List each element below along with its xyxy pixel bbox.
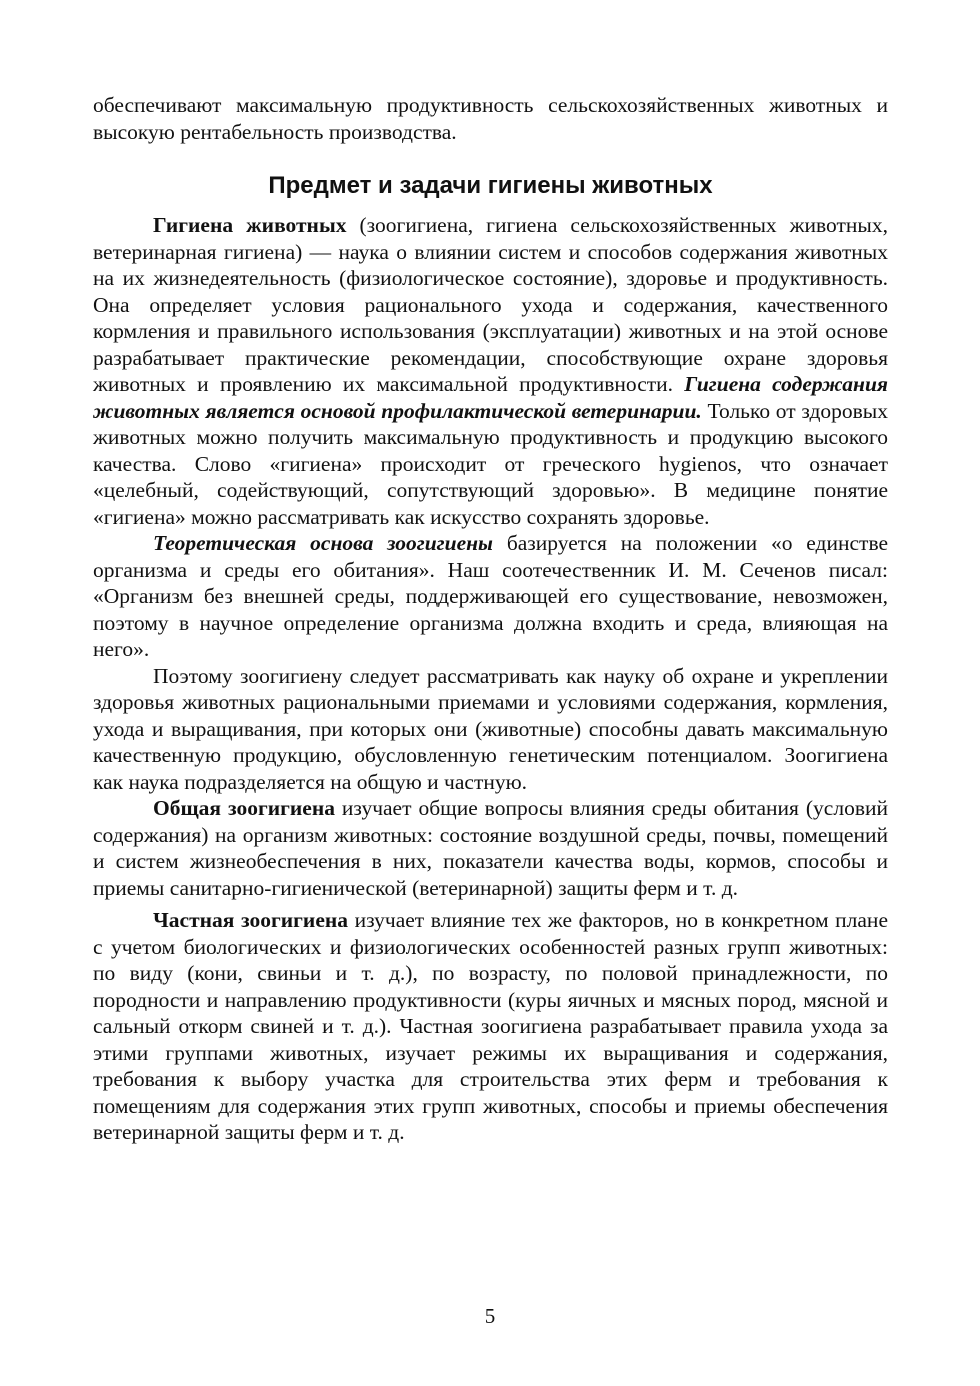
paragraph-general-zoohygiene <box>93 795 888 901</box>
paragraph-hygiene-definition <box>93 212 888 530</box>
paragraph-text: изучает влияние тех же факторов, но в конкретном плане с учетом биологических и физиологических особенностей разных групп животных: по виду (кони, свиньи и т. д.), по возрасту, по половой принадлежности, по породности и направлению продуктивности (куры яичных и мясных пород, мясной и сальный откорм свиней и т. д.). Частная зоогигиена разрабатывает правила ухода за этими группами животных, изучает режимы их выращивания и содержания, требования к выбору участка для строительства этих ферм и требования к помещениям для содержания этих групп животных, способы и приемы обеспечения ветеринарной защиты ферм и т. д. <box>93 908 888 1144</box>
paragraph-text: Только от здоровых животных можно получить максимальную продуктивность и продукцию высокого качества. Слово «гигиена» происходит от греческого hygienos, что означает «целебный, содействующий, сопутствующий здоровью». В медицине понятие «гигиена» можно рассматривать как искусство сохранять здоровье. <box>93 398 888 529</box>
paragraph-text: базируется на положении «о единстве организма и среды его обитания». Наш соотечественник И. М. Сеченов писал: «Организм без внешней среды, поддерживающей его существование, невозможен, поэтому в научное определение организма должна входить и среда, влияющая на него». <box>93 531 889 661</box>
intro-paragraph <box>93 92 888 145</box>
page-number: 5 <box>484 1304 496 1328</box>
term-special-zoohygiene: Частная зоогигиена <box>153 908 348 932</box>
intro-text: обеспечивают максимальную продуктивность сельскохозяйственных животных и высокую рентабельность производства. <box>93 93 888 144</box>
page-content <box>93 92 888 1146</box>
term-general-zoohygiene: Общая зоогигиена <box>153 796 335 820</box>
term-theoretical-basis: Теоретическая основа зоогигиены <box>153 531 493 555</box>
paragraph-special-zoohygiene <box>93 907 888 1146</box>
paragraph-zoohygiene-science <box>93 663 888 796</box>
paragraph-text: изучает общие вопросы влияния среды обитания (условий содержания) на организм животных: состояние воздушной среды, почвы, помещений и систем жизнеобеспечения в них, показатели качества воды, кормов, способы и приемы санитарно-гигиенической (ветеринарной) защиты ферм и т. д. <box>93 796 888 900</box>
paragraph-text: Поэтому зоогигиену следует рассматривать как науку об охране и укреплении здоровья животных рациональными приемами и условиями содержания, кормления, ухода и выращивания, при которых они (животные) способны давать максимальную качественную продукцию, обусловленную генетическим потенциалом. Зоогигиена как наука подразделяется на общую и частную. <box>93 663 888 794</box>
term-animal-hygiene: Гигиена животных <box>153 213 347 237</box>
section-title: Предмет и задачи гигиены животных <box>268 172 713 199</box>
paragraph-theoretical-basis <box>93 530 888 663</box>
emphasis-statement: Гигиена содержания животных является основой профилактической ветеринарии. <box>93 372 888 423</box>
paragraph-text: (зоогигиена, гигиена сельскохозяйственных животных, ветеринарная гигиена) — наука о влиянии систем и способов содержания животных на их жизнедеятельность (физиологическое состояние), здоровье и продуктивность. Она определяет условия рационального ухода и содержания, качественного кормления и правильного использования (эксплуатации) животных и на этой основе разрабатывает практические рекомендации, способствующие охране здоровья животных и проявлению их максимальной продуктивности. <box>93 213 888 396</box>
